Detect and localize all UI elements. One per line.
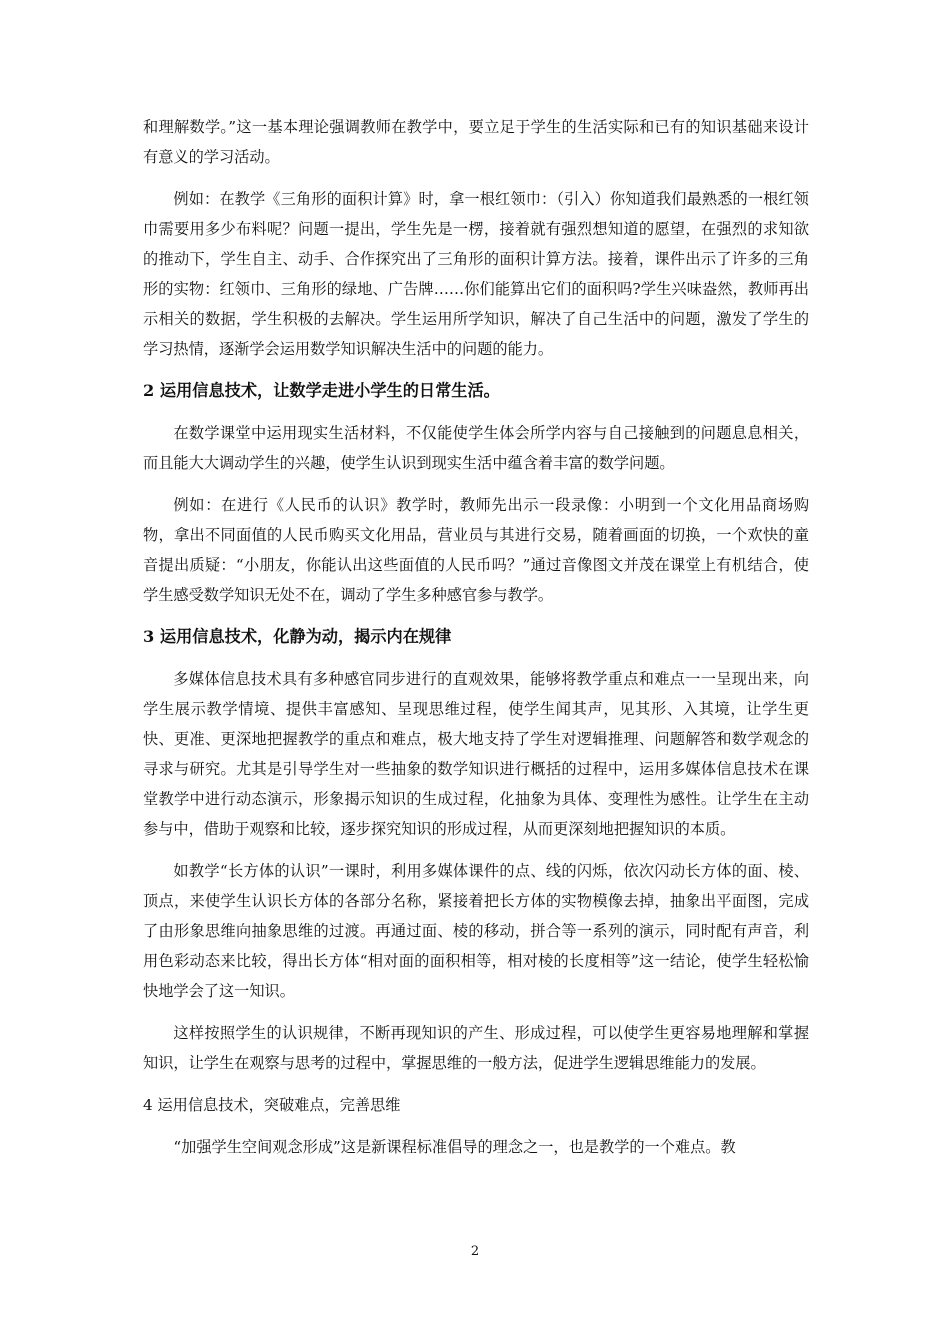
paragraph-real-life-materials: 在数学课堂中运用现实生活材料，不仅能使学生体会所学内容与自己接触到的问题息息相关，而且能大大调动学生的兴趣，使学生认识到现实生活中蕴含着丰富的数学问题。 <box>143 424 809 472</box>
page-body <box>143 112 809 1174</box>
paragraph-example-rmb: 例如：在进行《人民币的认识》教学时，教师先出示一段录像：小明到一个文化用品商场购物，拿出不同面值的人民币购买文化用品，营业员与其进行交易，随着画面的切换，一个欢快的童音提出质疑：“小朋友，你能认出这些面值的人民币吗？”通过音像图文并茂在课堂上有机结合，使学生感受数学知识无处不在，调动了学生多种感官参与教学。 <box>143 496 809 604</box>
paragraph-intro-continuation: 和理解数学。”这一基本理论强调教师在教学中，要立足于学生的生活实际和已有的知识基础来设计有意义的学习活动。 <box>143 118 809 166</box>
section-heading-2: 2 运用信息技术，让数学走进小学生的日常生活。 <box>143 381 500 400</box>
paragraph-spatial-concept: “加强学生空间观念形成”这是新课程标准倡导的理念之一，也是教学的一个难点。教 <box>173 1138 736 1156</box>
paragraph-example-cuboid: 如教学“长方体的认识”一课时，利用多媒体课件的点、线的闪烁，依次闪动长方体的面、棱、顶点，来使学生认识长方体的各部分名称，紧接着把长方体的实物模像去掉，抽象出平面图，完成了由形象思维向抽象思维的过渡。再通过面、棱的移动，拼合等一系列的演示，同时配有声音，利用色彩动态来比较，得出长方体“相对面的面积相等，相对棱的长度相等”这一结论，使学生轻松愉快地学会了这一知识。 <box>143 862 809 1000</box>
paragraph-cognitive-rules: 这样按照学生的认识规律，不断再现知识的产生、形成过程，可以使学生更容易地理解和掌握知识，让学生在观察与思考的过程中，掌握思维的一般方法，促进学生逻辑思维能力的发展。 <box>143 1024 809 1072</box>
paragraph-multimedia-effects: 多媒体信息技术具有多种感官同步进行的直观效果，能够将教学重点和难点一一呈现出来，向学生展示教学情境、提供丰富感知、呈现思维过程，使学生闻其声，见其形、入其境，让学生更快、更准、更深地把握教学的重点和难点，极大地支持了学生对逻辑推理、问题解答和数学观念的寻求与研究。尤其是引导学生对一些抽象的数学知识进行概括的过程中，运用多媒体信息技术在课堂教学中进行动态演示，形象揭示知识的生成过程，化抽象为具体、变理性为感性。让学生在主动参与中，借助于观察和比较，逐步探究知识的形成过程，从而更深刻地把握知识的本质。 <box>143 670 809 838</box>
page-number: 2 <box>470 1244 480 1259</box>
paragraph-example-triangle-area: 例如：在教学《三角形的面积计算》时，拿一根红领巾：（引入）你知道我们最熟悉的一根红领巾需要用多少布料呢？问题一提出，学生先是一楞，接着就有强烈想知道的愿望，在强烈的求知欲的推动下，学生自主、动手、合作探究出了三角形的面积计算方法。接着，课件出示了许多的三角形的实物：红领巾、三角形的绿地、广告牌……你们能算出它们的面积吗?学生兴味盎然，教师再出示相关的数据，学生积极的去解决。学生运用所学知识，解决了自己生活中的问题，激发了学生的学习热情，逐渐学会运用数学知识解决生活中的问题的能力。 <box>143 190 809 358</box>
section-heading-3: 3 运用信息技术，化静为动，揭示内在规律 <box>143 627 452 646</box>
section-heading-4: 4 运用信息技术，突破难点，完善思维 <box>143 1096 401 1114</box>
